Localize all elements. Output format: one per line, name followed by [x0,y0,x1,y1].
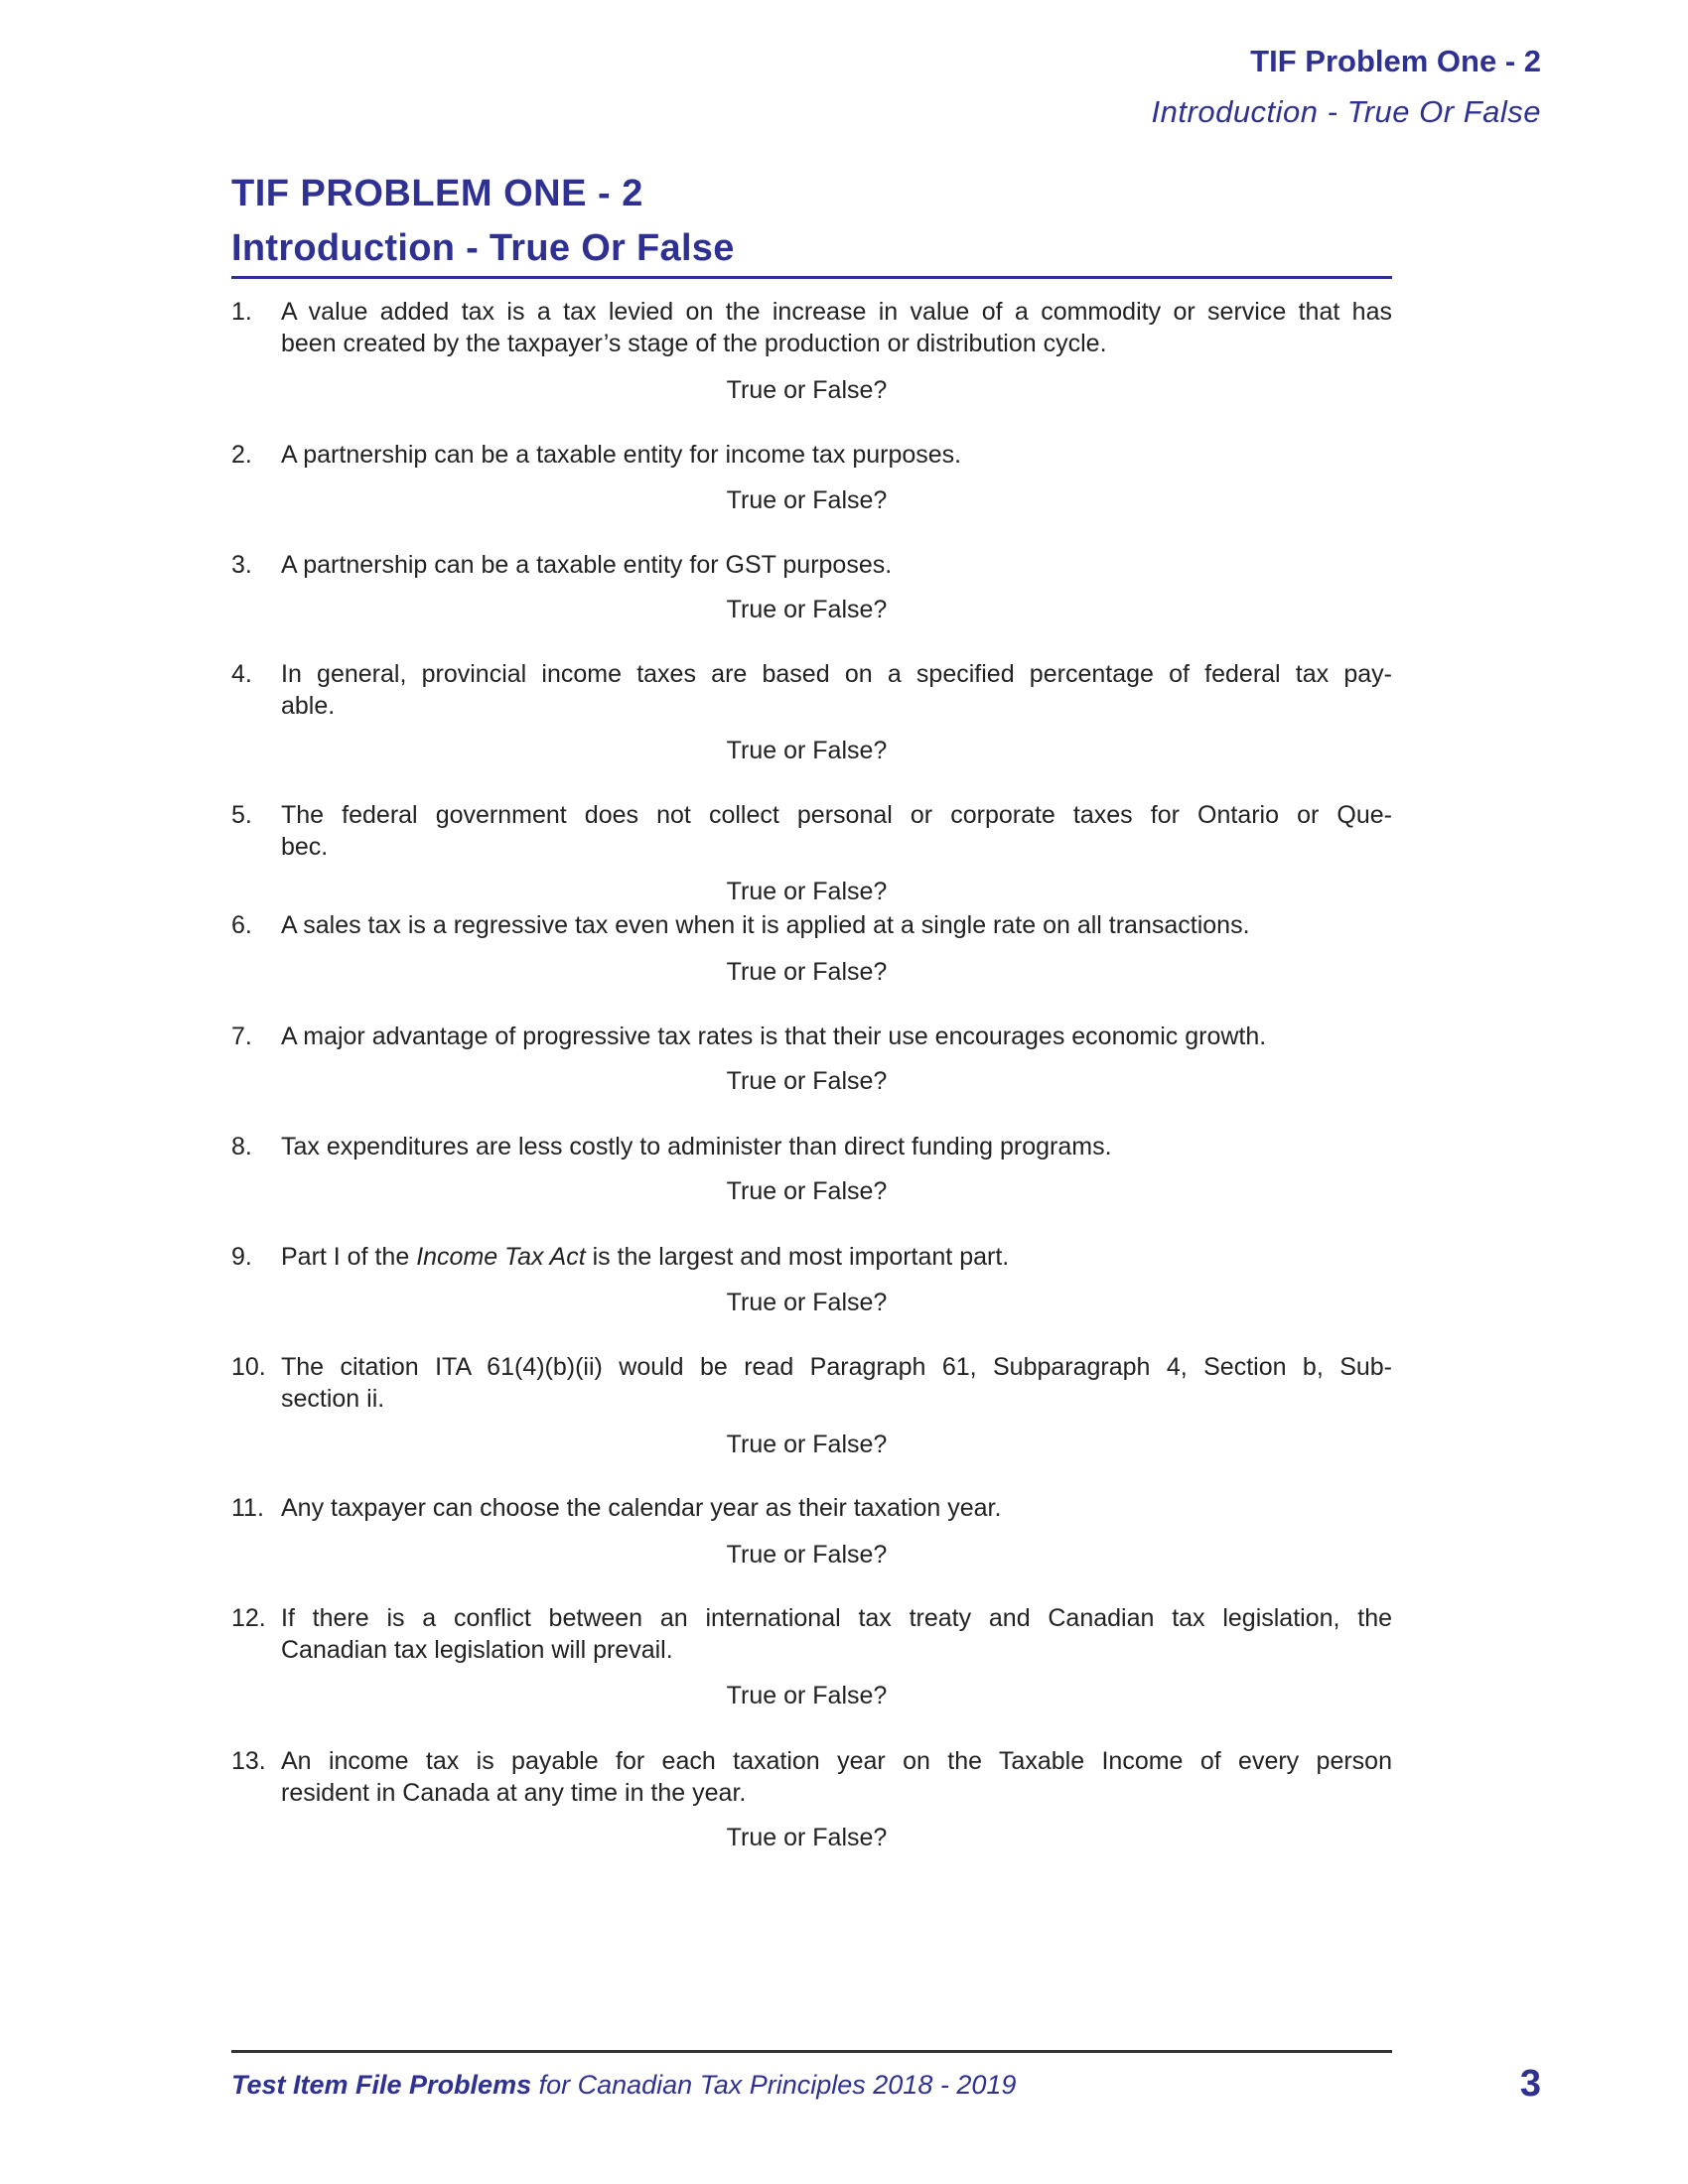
running-header-subtitle: Introduction - True Or False [1151,94,1541,129]
answer-prompt: True or False? [726,1289,888,1316]
question-text-line: section ii. [281,1385,385,1413]
answer-prompt: True or False? [726,486,888,514]
question-text-line: A value added tax is a tax levied on the increase in value of a commodity or service that has [281,298,1392,326]
question-text-line: If there is a conflict between an international tax treaty and Canadian tax legislation, the [281,1604,1392,1632]
act-title: Income Tax Act [416,1243,586,1271]
answer-prompt: True or False? [726,376,888,404]
question-text-line: In general, provincial income taxes are based on a specified percentage of federal tax pay- [281,660,1392,688]
question-number: 5. [231,801,252,829]
question-item [231,549,1392,581]
question-item [231,1021,1392,1052]
question-item [231,439,1392,471]
answer-prompt: True or False? [726,1824,888,1851]
answer-prompt: True or False? [726,737,888,764]
question-item [231,909,1392,941]
question-text-line: An income tax is payable for each taxation year on the Taxable Income of every person [281,1747,1392,1775]
page-subtitle: Introduction - True Or False [231,227,735,269]
question-number: 2. [231,441,252,469]
question-number: 12. [231,1604,266,1632]
question-text-line: A partnership can be a taxable entity for GST purposes. [281,551,893,579]
answer-prompt: True or False? [726,1177,888,1205]
question-item [231,1602,1392,1666]
question-text-line: Canadian tax legislation will prevail. [281,1636,673,1664]
question-item [231,1745,1392,1809]
footer-rest: for Canadian Tax Principles 2018 - 2019 [531,2070,1017,2100]
question-item [231,799,1392,863]
question-text-line: Tax expenditures are less costly to administer than direct funding programs. [281,1133,1112,1160]
answer-prompt: True or False? [726,596,888,623]
question-text-line: A sales tax is a regressive tax even when it is applied at a single rate on all transactions. [281,911,1250,939]
question-number: 4. [231,660,252,688]
question-item [231,1131,1392,1162]
answer-prompt: True or False? [726,1682,888,1709]
page-title: TIF PROBLEM ONE - 2 [231,173,643,214]
question-number: 7. [231,1023,252,1050]
question-text-line: The federal government does not collect personal or corporate taxes for Ontario or Que- [281,801,1392,829]
running-header-title: TIF Problem One - 2 [1250,44,1541,78]
question-text-line: A major advantage of progressive tax rates is that their use encourages economic growth. [281,1023,1267,1050]
question-item [231,296,1392,359]
answer-prompt: True or False? [726,1067,888,1095]
question-text-line: Any taxpayer can choose the calendar year as their taxation year. [281,1494,1002,1522]
question-number: 6. [231,911,252,939]
question-number: 10. [231,1353,266,1381]
question-text-line: resident in Canada at any time in the year. [281,1779,747,1807]
question-number: 3. [231,551,252,579]
question-item [231,1241,1392,1273]
question-text-part: Part I of the [281,1243,417,1271]
question-text-part: is the largest and most important part. [585,1243,1010,1271]
page-number: 3 [1519,2063,1541,2105]
question-number: 8. [231,1133,252,1160]
question-item [231,658,1392,722]
question-item [231,1351,1392,1415]
question-number: 11. [231,1494,264,1522]
question-number: 9. [231,1243,252,1271]
footer-text [231,2070,1016,2101]
footer-bold: Test Item File Problems [231,2070,532,2100]
answer-prompt: True or False? [726,1541,888,1569]
question-text-line: A partnership can be a taxable entity for income tax purposes. [281,441,962,469]
question-text-line: bec. [281,833,329,861]
question-number: 1. [231,298,252,326]
question-text-line [231,1241,1392,1273]
footer-rule [231,2050,1392,2053]
answer-prompt: True or False? [726,878,888,905]
title-rule [231,276,1392,279]
answer-prompt: True or False? [726,1431,888,1458]
question-item [231,1492,1392,1524]
question-text-line: The citation ITA 61(4)(b)(ii) would be read Paragraph 61, Subparagraph 4, Section b, Sub- [281,1353,1392,1381]
question-number: 13. [231,1747,266,1775]
question-text-line: able. [281,692,336,720]
question-text-line: been created by the taxpayer’s stage of the production or distribution cycle. [281,330,1107,357]
answer-prompt: True or False? [726,958,888,986]
